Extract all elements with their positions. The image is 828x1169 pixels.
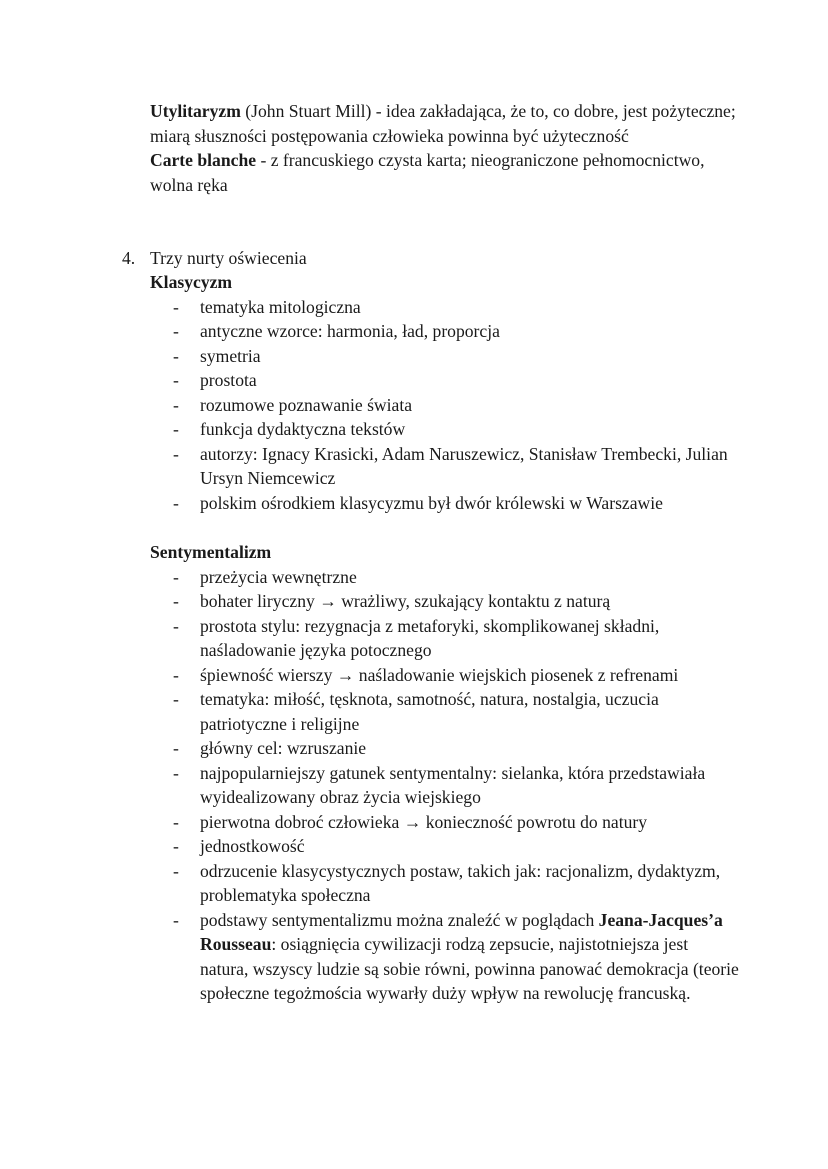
klasycyzm-section	[150, 270, 740, 515]
list-item	[150, 565, 740, 590]
list-item	[150, 393, 740, 418]
definition-text: - z francuskiego czysta karta; nieograniczone pełnomocnictwo, wolna ręka	[150, 150, 705, 195]
list-item	[150, 687, 740, 736]
list-item	[150, 319, 740, 344]
dash-marker: -	[173, 615, 179, 636]
last-item-intro: podstawy sentymentalizmu można znaleźć w poglądach	[200, 909, 599, 930]
list-item	[150, 368, 740, 393]
list-item-text: bohater liryczny → wrażliwy, szukający kontaktu z naturą	[200, 591, 611, 611]
list-item	[150, 834, 740, 859]
list-item	[150, 442, 740, 491]
dash-marker: -	[173, 762, 179, 783]
section-number: 4.	[122, 248, 136, 268]
last-item-rest: : osiągnięcia cywilizacji rodzą zepsucie, najistotniejsza jest natura, wszyscy ludzie są sobie równi, powinna panować demokracja (teorie społeczne tegożmościa wywarły duży wpływ na rewolucję francuską.	[200, 934, 739, 1003]
dash-marker: -	[173, 860, 179, 881]
list-item-text: najpopularniejszy gatunek sentymentalny: sielanka, która przedstawiała wyidealizowany obraz życia wiejskiego	[200, 762, 706, 807]
definition-term: Carte blanche	[150, 150, 257, 170]
dash-marker: -	[173, 443, 179, 464]
list-item	[150, 295, 740, 320]
list-item-text: funkcja dydaktyczna tekstów	[200, 419, 406, 439]
klasycyzm-list	[150, 295, 740, 516]
definition-text: (John Stuart Mill) - idea zakładająca, że to, co dobre, jest pożyteczne; miarą słuszności postępowania człowieka powinna być użyteczność	[150, 101, 736, 146]
dash-marker: -	[173, 836, 179, 856]
dash-marker: -	[173, 345, 179, 366]
list-item-text: antyczne wzorce: harmonia, ład, proporcja	[200, 321, 500, 341]
list-item-text: polskim ośrodkiem klasycyzmu był dwór królewski w Warszawie	[200, 492, 663, 513]
rousseau-name: Jeana-Jacques’a Rousseau	[200, 909, 723, 954]
list-item-text: symetria	[200, 345, 261, 366]
dash-marker: -	[173, 321, 179, 341]
list-item	[150, 761, 740, 810]
list-item-text: prostota	[200, 370, 257, 390]
dash-marker: -	[173, 738, 179, 758]
list-item	[150, 663, 740, 688]
list-item-text: tematyka mitologiczna	[200, 296, 361, 317]
dash-marker: -	[173, 492, 179, 513]
list-item-text: pierwotna dobroć człowieka → konieczność powrotu do natury	[200, 811, 648, 832]
list-item	[150, 736, 740, 761]
definition-utylitaryzm	[150, 99, 740, 148]
section-title: Trzy nurty oświecenia	[150, 248, 307, 268]
list-item	[150, 344, 740, 369]
dash-marker: -	[173, 689, 179, 709]
sentymentalizm-list-last	[150, 908, 740, 1006]
klasycyzm-heading: Klasycyzm	[150, 272, 233, 292]
list-item-text: śpiewność wierszy → naśladowanie wiejskich piosenek z refrenami	[200, 664, 679, 685]
list-item-text: jednostkowość	[200, 836, 305, 856]
list-item-text: główny cel: wzruszanie	[200, 738, 367, 758]
list-item-text: prostota stylu: rezygnacja z metaforyki, skomplikowanej składni, naśladowanie języka potocznego	[200, 615, 660, 660]
dash-marker: -	[173, 566, 179, 587]
dash-marker: -	[173, 664, 179, 685]
list-item	[150, 589, 740, 614]
list-item	[150, 491, 740, 516]
dash-marker: -	[173, 296, 179, 317]
dash-marker: -	[173, 394, 179, 415]
dash-marker: -	[173, 419, 179, 439]
list-item-text: przeżycia wewnętrzne	[200, 566, 357, 587]
definitions-block	[150, 99, 740, 197]
definition-carte-blanche	[150, 148, 740, 197]
sentymentalizm-list	[150, 565, 740, 908]
list-item-text: rozumowe poznawanie świata	[200, 394, 413, 415]
definition-term: Utylitaryzm	[150, 101, 241, 121]
sentymentalizm-heading: Sentymentalizm	[150, 542, 272, 562]
list-item	[150, 417, 740, 442]
dash-marker: -	[173, 909, 179, 930]
list-item	[150, 614, 740, 663]
list-item-text: odrzucenie klasycystycznych postaw, takich jak: racjonalizm, dydaktyzm, problematyka społeczna	[200, 860, 721, 905]
list-item	[150, 859, 740, 908]
dash-marker: -	[173, 591, 179, 611]
list-item	[150, 810, 740, 835]
list-item-text: tematyka: miłość, tęsknota, samotność, natura, nostalgia, uczucia patriotyczne i religijne	[200, 689, 659, 734]
list-item	[150, 908, 740, 1006]
list-item-text: autorzy: Ignacy Krasicki, Adam Naruszewicz, Stanisław Trembecki, Julian Ursyn Niemcewicz	[200, 443, 728, 488]
sentymentalizm-section	[150, 540, 740, 1006]
dash-marker: -	[173, 811, 179, 832]
dash-marker: -	[173, 370, 179, 390]
